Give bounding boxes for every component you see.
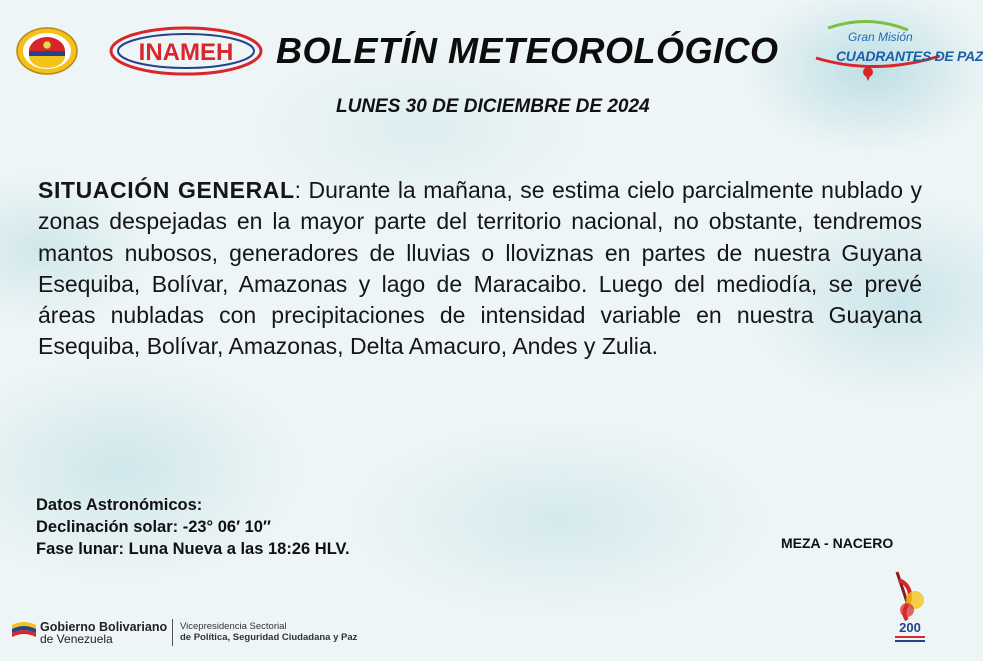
situation-text: : Durante la mañana, se estima cielo parcialmente nublado y zonas despejadas en la mayor parte del territorio nacional, no obstante, tendremos mantos nubosos, generadores de lluvias o lloviznas en partes de nuestra Guyana Esequiba, Bolívar, Amazonas y lago de Maracaibo. Luego del mediodía, se prevé áreas nubladas con precipitaciones de intensidad variable en nuestra Guayana Esequiba, Bolívar, Amazonas, Delta Amacuro, Andes y Zulia. — [38, 177, 922, 360]
bulletin-date: LUNES 30 DE DICIEMBRE DE 2024 — [336, 96, 650, 117]
venezuela-flag-icon — [12, 621, 36, 639]
footer-gov-line2: de Venezuela — [40, 632, 113, 646]
solar-declination: Declinación solar: -23° 06′ 10″ — [36, 518, 271, 536]
moon-phase: Fase lunar: Luna Nueva a las 18:26 HLV. — [36, 540, 350, 558]
footer-vice-line2: de Política, Seguridad Ciudadana y Paz — [180, 632, 358, 643]
footer-government-logo — [12, 619, 358, 647]
venezuela-seal-icon — [15, 26, 79, 76]
general-situation — [38, 175, 922, 363]
footer-divider — [172, 619, 173, 646]
page-title: BOLETÍN METEOROLÓGICO — [276, 30, 779, 71]
inameh-logo-text: INAMEH — [138, 39, 234, 66]
footer-gov-line1: Gobierno Bolivariano — [40, 620, 168, 634]
cuadrantes-logo — [808, 18, 983, 82]
situation-heading: SITUACIÓN GENERAL — [38, 177, 295, 203]
author-signature: MEZA - NACERO — [781, 535, 894, 551]
astronomical-data — [36, 494, 350, 560]
inameh-logo — [108, 24, 264, 78]
cuadrantes-line2: CUADRANTES DE PAZ — [836, 48, 983, 64]
anniversary-200-text: 200 — [899, 620, 921, 635]
cuadrantes-line1: Gran Misión — [848, 30, 913, 44]
footer-vice-line1: Vicepresidencia Sectorial — [180, 621, 287, 632]
astro-heading: Datos Astronómicos: — [36, 496, 203, 514]
anniversary-200-logo — [885, 570, 935, 650]
